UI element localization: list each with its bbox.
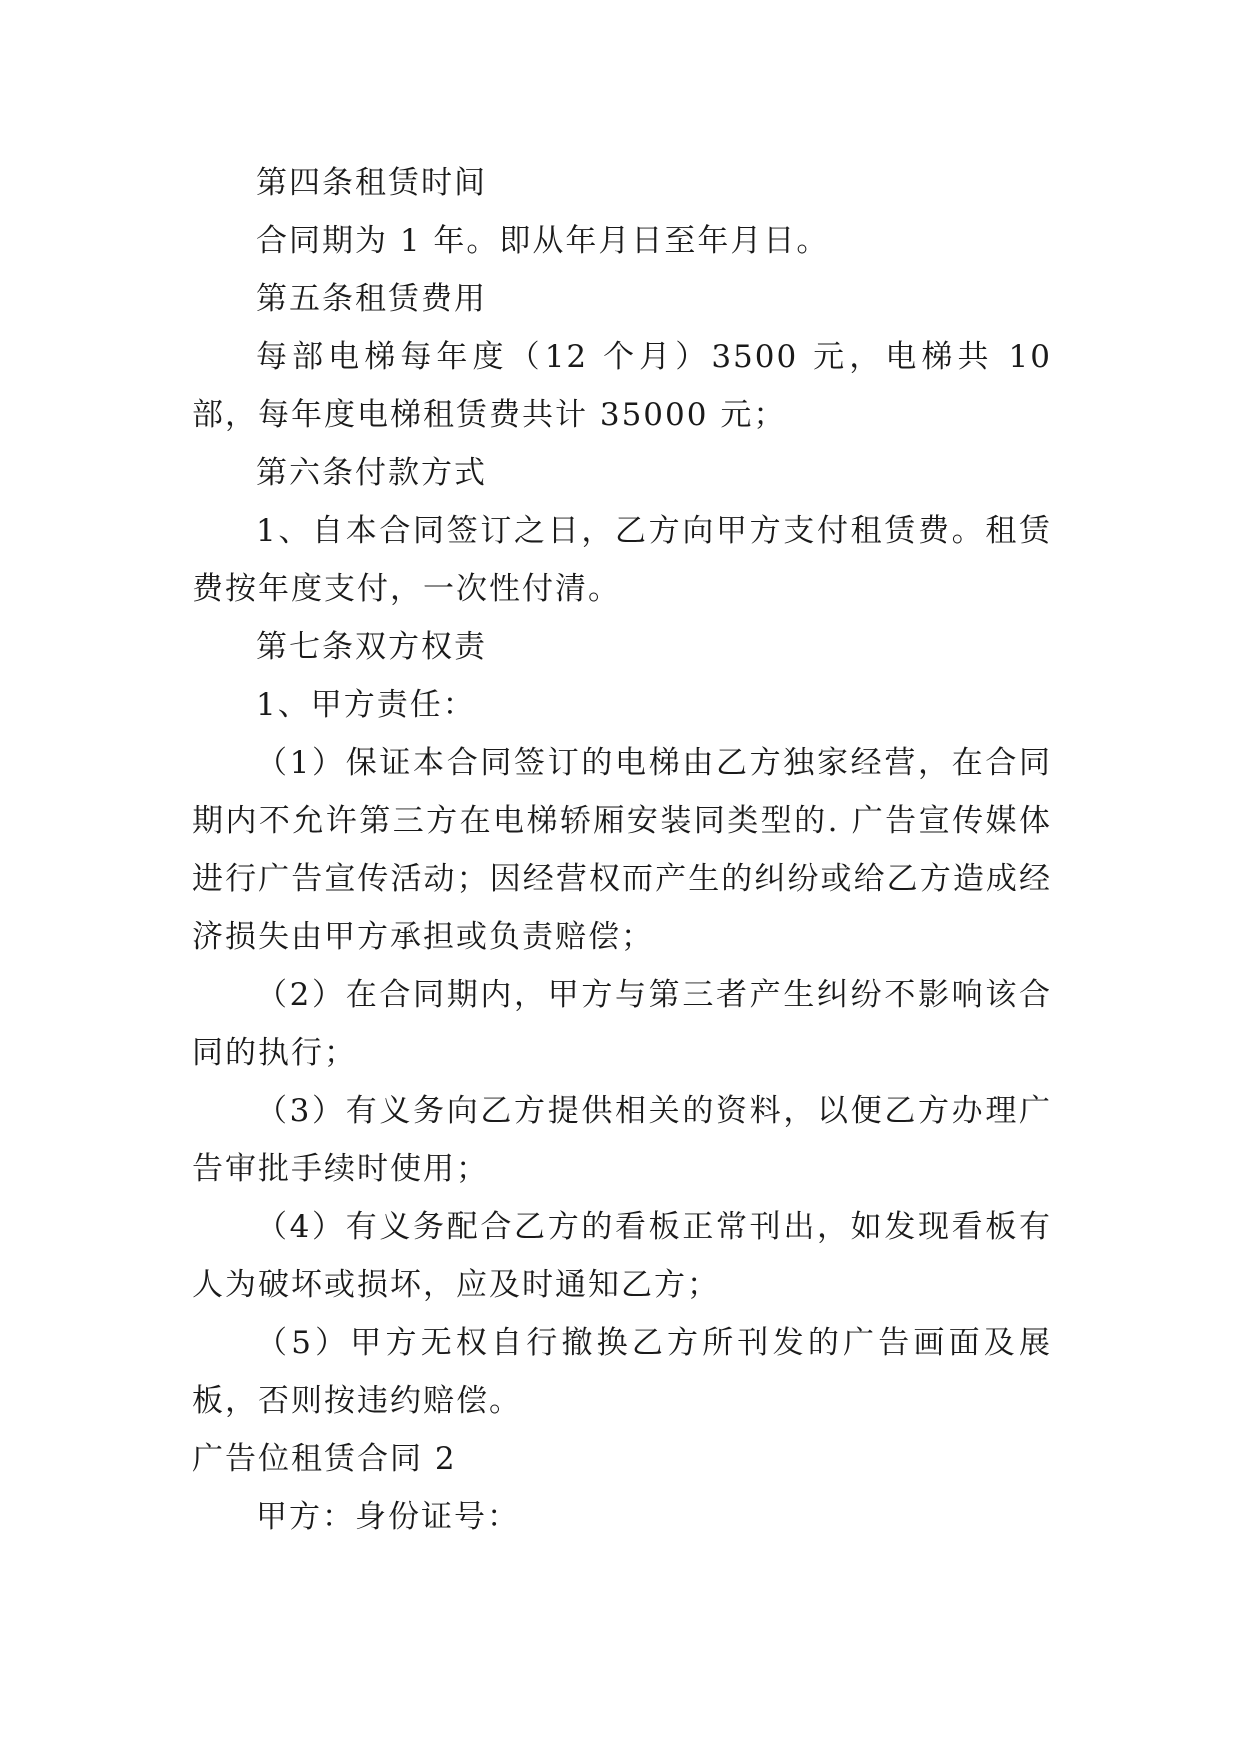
contract-2-title: 广告位租赁合同 2 <box>192 1441 457 1477</box>
article-6-text: 1、自本合同签订之日，乙方向甲方支付租赁费。租赁费按年度支付，一次性付清。 <box>192 513 1052 607</box>
party-a-duty-5: （5）甲方无权自行撤换乙方所刊发的广告画面及展板，否则按违约赔偿。 <box>192 1325 1052 1419</box>
party-a-duty-2: （2）在合同期内，甲方与第三者产生纠纷不影响该合同的执行； <box>192 977 1052 1071</box>
article-5-text: 每部电梯每年度（12 个月）3500 元，电梯共 10 部，每年度电梯租赁费共计 35000 元； <box>192 339 1052 433</box>
party-a-id-line: 甲方：身份证号： <box>256 1499 520 1535</box>
party-a-duties-heading: 1、甲方责任： <box>256 687 476 723</box>
party-a-duty-3: （3）有义务向乙方提供相关的资料，以便乙方办理广告审批手续时使用； <box>192 1093 1052 1187</box>
article-4-heading: 第四条租赁时间 <box>256 165 487 201</box>
party-a-duty-4: （4）有义务配合乙方的看板正常刊出，如发现看板有人为破坏或损坏，应及时通知乙方； <box>192 1209 1052 1303</box>
party-a-duty-1: （1）保证本合同签订的电梯由乙方独家经营，在合同期内不允许第三方在电梯轿厢安装同类型的. 广告宣传媒体进行广告宣传活动；因经营权而产生的纠纷或给乙方造成经济损失由甲方承担或负责赔偿； <box>192 745 1052 955</box>
article-6-heading: 第六条付款方式 <box>256 455 487 491</box>
article-5-heading: 第五条租赁费用 <box>256 281 487 317</box>
article-4-text: 合同期为 1 年。即从年月日至年月日。 <box>256 223 830 259</box>
article-7-heading: 第七条双方权责 <box>256 629 487 665</box>
document-body <box>192 154 1052 1546</box>
